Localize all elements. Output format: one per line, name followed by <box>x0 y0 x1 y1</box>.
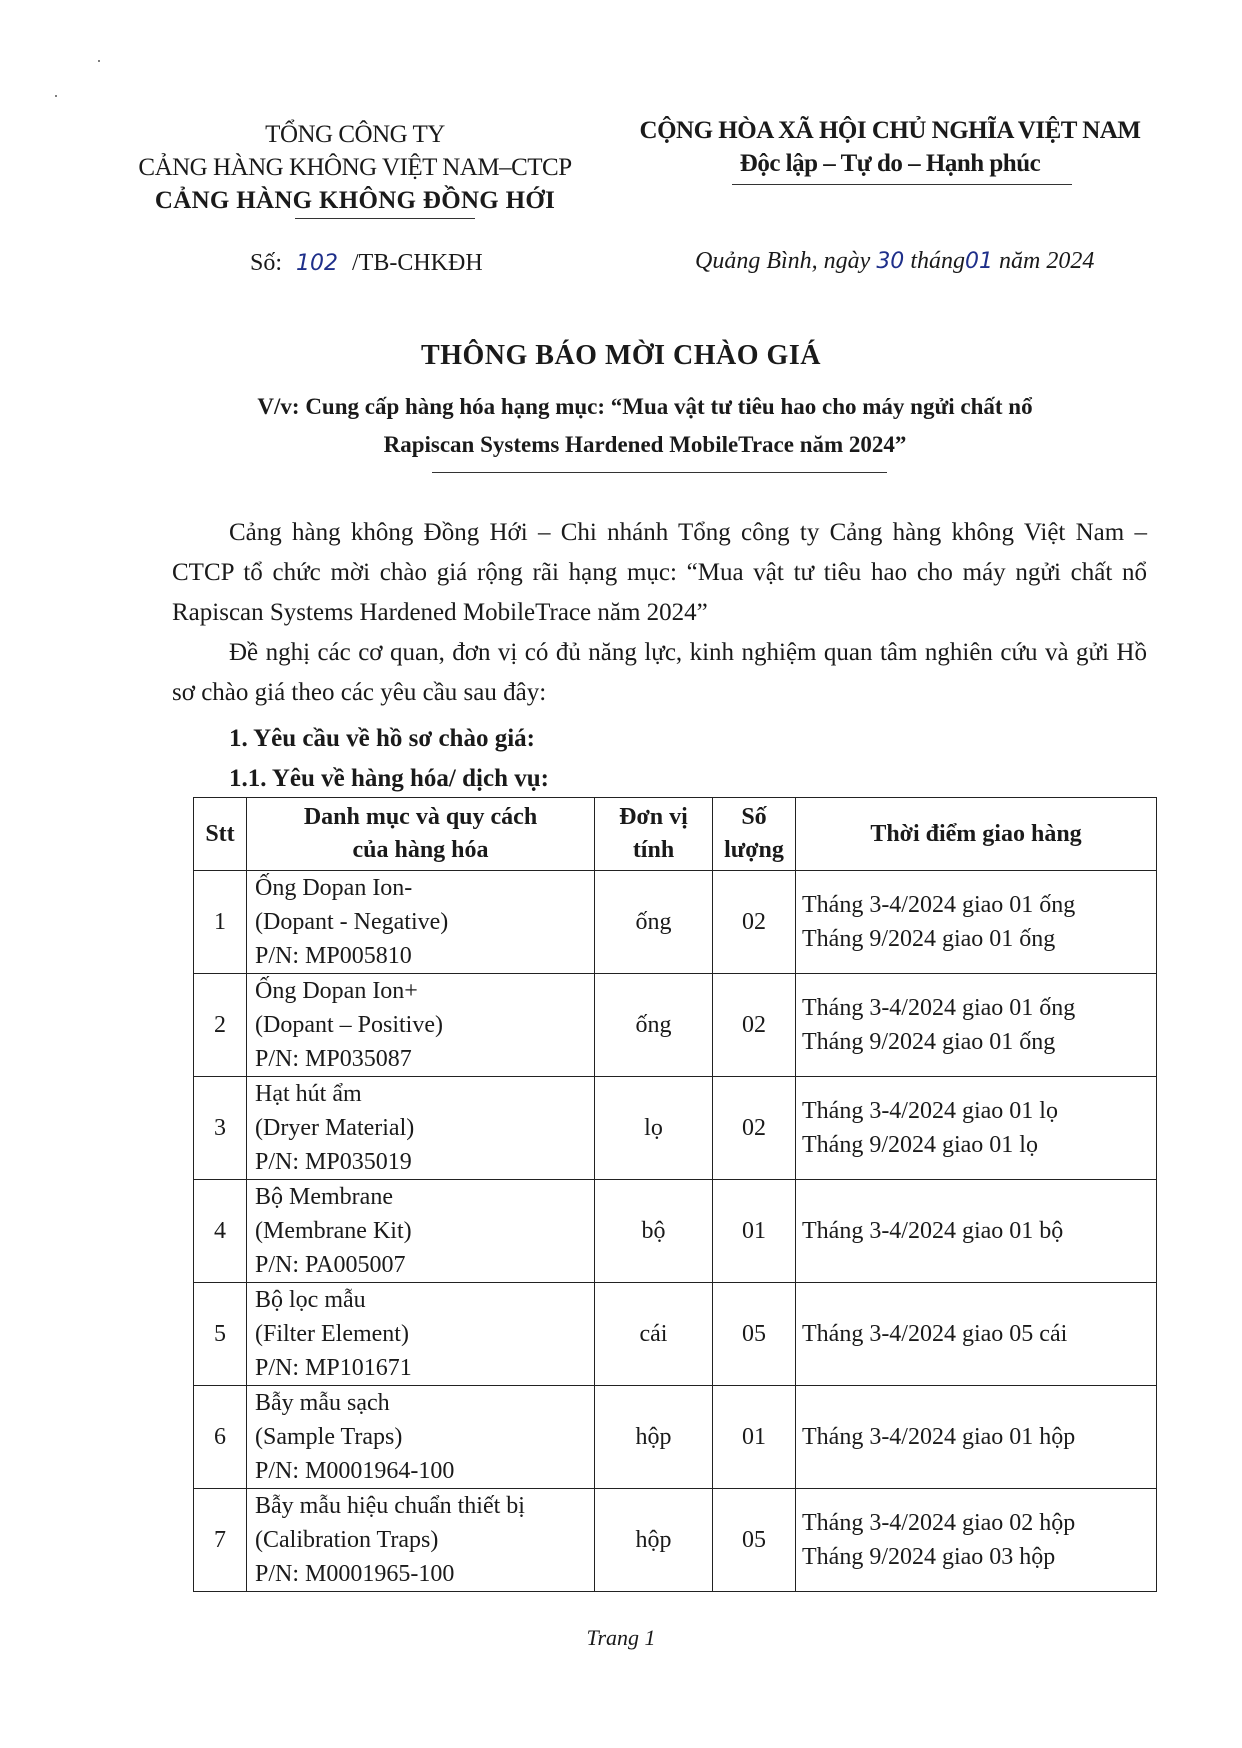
header-unit <box>595 798 713 871</box>
item-spec: (Dryer Material) <box>255 1115 415 1141</box>
cell-stt: 6 <box>194 1386 247 1489</box>
header-delivery: Thời điểm giao hàng <box>796 798 1157 871</box>
item-part-number: P/N: MP035087 <box>255 1046 412 1072</box>
nation-name: CỘNG HÒA XÃ HỘI CHỦ NGHĨA VIỆT NAM <box>639 117 1141 144</box>
reference-suffix: /TB-CHKĐH <box>352 250 483 276</box>
delivery-line2: Tháng 9/2024 giao 01 ống <box>802 926 1056 952</box>
table-row <box>194 1180 1157 1283</box>
table-row <box>194 1386 1157 1489</box>
date-month-handwritten: 01 <box>964 249 993 274</box>
cell-quantity: 05 <box>713 1283 796 1386</box>
delivery-line1: Tháng 3-4/2024 giao 01 lọ <box>802 1098 1058 1124</box>
item-name: Bẫy mẫu sạch <box>255 1390 390 1416</box>
cell-unit: ống <box>595 974 713 1077</box>
issuing-organization <box>130 118 580 217</box>
cell-quantity: 05 <box>713 1489 796 1592</box>
request-paragraph <box>172 633 1147 713</box>
cell-unit: bộ <box>595 1180 713 1283</box>
item-name: Ống Dopan Ion+ <box>255 978 418 1004</box>
intro-paragraph <box>172 513 1147 633</box>
motto-underline <box>732 184 1072 185</box>
cell-description <box>247 1489 595 1592</box>
subject-line1: V/v: Cung cấp hàng hóa hạng mục: “Mua vật tư tiêu hao cho máy ngửi chất nổ <box>257 394 1033 419</box>
item-name: Hạt hút ẩm <box>255 1081 362 1107</box>
item-name: Bộ lọc mẫu <box>255 1287 366 1313</box>
scan-speck <box>98 60 100 62</box>
cell-description <box>247 974 595 1077</box>
item-part-number: P/N: MP035019 <box>255 1149 412 1175</box>
subject-line2: Rapiscan Systems Hardened MobileTrace năm 2024” <box>383 432 907 457</box>
item-spec: (Sample Traps) <box>255 1424 403 1450</box>
cell-description <box>247 1386 595 1489</box>
item-part-number: P/N: MP101671 <box>255 1355 412 1381</box>
cell-stt: 3 <box>194 1077 247 1180</box>
item-name: Bẫy mẫu hiệu chuẩn thiết bị <box>255 1493 525 1519</box>
item-part-number: P/N: M0001964-100 <box>255 1458 455 1484</box>
intro-text: Cảng hàng không Đồng Hới – Chi nhánh Tổng công ty Cảng hàng không Việt Nam – CTCP tổ chức mời chào giá rộng rãi hạng mục: “Mua vật tư tiêu hao cho máy ngửi chất nổ Rapiscan Systems Hardened MobileTrace năm 2024” <box>172 519 1147 626</box>
cell-delivery <box>796 1489 1157 1592</box>
delivery-line1: Tháng 3-4/2024 giao 01 ống <box>802 892 1076 918</box>
table-row <box>194 871 1157 974</box>
cell-quantity: 02 <box>713 871 796 974</box>
header-quantity-line2: lượng <box>724 837 784 863</box>
cell-description <box>247 871 595 974</box>
item-part-number: P/N: M0001965-100 <box>255 1561 455 1587</box>
section-1-heading: 1. Yêu cầu về hồ sơ chào giá: <box>229 725 535 752</box>
delivery-line2: Tháng 9/2024 giao 01 lọ <box>802 1132 1038 1158</box>
cell-quantity: 01 <box>713 1180 796 1283</box>
date-line <box>695 248 1094 275</box>
goods-table <box>193 797 1157 1592</box>
cell-description <box>247 1077 595 1180</box>
header-unit-line2: tính <box>632 837 675 863</box>
header-description <box>247 798 595 871</box>
header-description-line1: Danh mục và quy cách <box>303 804 538 830</box>
cell-unit: hộp <box>595 1386 713 1489</box>
scan-speck <box>55 95 57 97</box>
cell-unit: hộp <box>595 1489 713 1592</box>
cell-delivery <box>796 1283 1157 1386</box>
document-title: THÔNG BÁO MỜI CHÀO GIÁ <box>421 340 821 371</box>
item-name: Bộ Membrane <box>255 1184 393 1210</box>
org-parent-line1: TỔNG CÔNG TY <box>265 121 445 148</box>
cell-description <box>247 1180 595 1283</box>
cell-delivery <box>796 1077 1157 1180</box>
delivery-line2: Tháng 9/2024 giao 03 hộp <box>802 1544 1056 1570</box>
cell-stt: 2 <box>194 974 247 1077</box>
cell-unit: cái <box>595 1283 713 1386</box>
cell-stt: 5 <box>194 1283 247 1386</box>
table-row <box>194 1283 1157 1386</box>
cell-unit: ống <box>595 871 713 974</box>
delivery-line1: Tháng 3-4/2024 giao 02 hộp <box>802 1510 1076 1536</box>
cell-delivery <box>796 974 1157 1077</box>
header-quantity <box>713 798 796 871</box>
delivery-line1: Tháng 3-4/2024 giao 01 hộp <box>802 1424 1076 1450</box>
section-1-1-heading: 1.1. Yêu về hàng hóa/ dịch vụ: <box>229 765 549 792</box>
table-row <box>194 974 1157 1077</box>
cell-quantity: 02 <box>713 1077 796 1180</box>
item-name: Ống Dopan Ion- <box>255 875 413 901</box>
delivery-line1: Tháng 3-4/2024 giao 05 cái <box>802 1321 1068 1347</box>
cell-delivery <box>796 1386 1157 1489</box>
page-number: Trang 1 <box>586 1625 656 1650</box>
nation-motto: Độc lập – Tự do – Hạnh phúc <box>739 150 1041 177</box>
cell-stt: 7 <box>194 1489 247 1592</box>
delivery-line2: Tháng 9/2024 giao 01 ống <box>802 1029 1056 1055</box>
date-place: Quảng Bình, ngày <box>695 248 871 274</box>
item-spec: (Membrane Kit) <box>255 1218 412 1244</box>
item-part-number: P/N: PA005007 <box>255 1252 406 1278</box>
item-part-number: P/N: MP005810 <box>255 943 412 969</box>
cell-stt: 4 <box>194 1180 247 1283</box>
table-row <box>194 1489 1157 1592</box>
org-parent-line2: CẢNG HÀNG KHÔNG VIỆT NAM–CTCP <box>138 154 572 181</box>
delivery-line1: Tháng 3-4/2024 giao 01 bộ <box>802 1218 1064 1244</box>
request-text: Đề nghị các cơ quan, đơn vị có đủ năng lực, kinh nghiệm quan tâm nghiên cứu và gửi Hồ sơ chào giá theo các yêu cầu sau đây: <box>172 639 1147 706</box>
cell-unit: lọ <box>595 1077 713 1180</box>
subject-underline <box>432 472 887 473</box>
date-year: năm 2024 <box>998 248 1095 274</box>
org-name: CẢNG HÀNG KHÔNG ĐỒNG HỚI <box>154 187 556 214</box>
item-spec: (Dopant - Negative) <box>255 909 449 935</box>
cell-quantity: 02 <box>713 974 796 1077</box>
cell-description <box>247 1283 595 1386</box>
header-quantity-line1: Số <box>741 804 767 830</box>
item-spec: (Calibration Traps) <box>255 1527 439 1553</box>
item-spec: (Filter Element) <box>255 1321 409 1347</box>
header-description-line2: của hàng hóa <box>352 837 489 863</box>
item-spec: (Dopant – Positive) <box>255 1012 443 1038</box>
org-underline <box>295 218 475 219</box>
reference-prefix: Số: <box>250 250 283 276</box>
date-day-handwritten: 30 <box>876 249 905 274</box>
header-stt: Stt <box>194 798 247 871</box>
document-subject <box>180 388 1110 464</box>
reference-number <box>250 250 483 277</box>
cell-quantity: 01 <box>713 1386 796 1489</box>
cell-delivery <box>796 1180 1157 1283</box>
date-month-prefix: tháng <box>910 248 965 274</box>
reference-handwritten-number: 102 <box>296 251 339 276</box>
table-header-row <box>194 798 1157 871</box>
cell-stt: 1 <box>194 871 247 974</box>
national-motto <box>620 114 1160 180</box>
delivery-line1: Tháng 3-4/2024 giao 01 ống <box>802 995 1076 1021</box>
table-row <box>194 1077 1157 1180</box>
cell-delivery <box>796 871 1157 974</box>
header-unit-line1: Đơn vị <box>619 804 688 830</box>
